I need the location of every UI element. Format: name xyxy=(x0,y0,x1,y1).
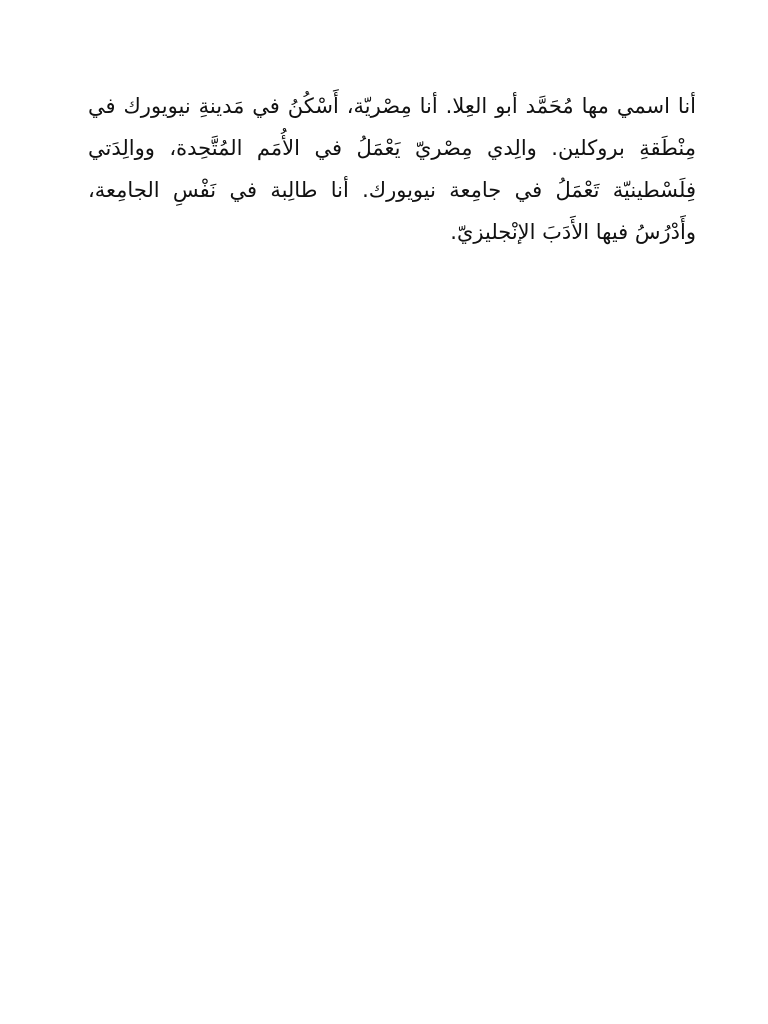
body-paragraph: أنا اسمي مها مُحَمَّد أبو العِلا. أنا مِصْريّة، أَسْكُنُ في مَدينةِ نيويورك في مِنْطَقةِ بروكلين. والِدي مِصْريّ يَعْمَلُ في الأُمَم المُتَّحِدة، ووالِدَتي فِلَسْطينيّة تَعْمَلُ في جامِعة نيويورك. أنا طالِبة في نَفْسِ الجامِعة، وأَدْرُسُ فيها الأَدَبَ الإنْجليزيّ. xyxy=(88,94,696,244)
